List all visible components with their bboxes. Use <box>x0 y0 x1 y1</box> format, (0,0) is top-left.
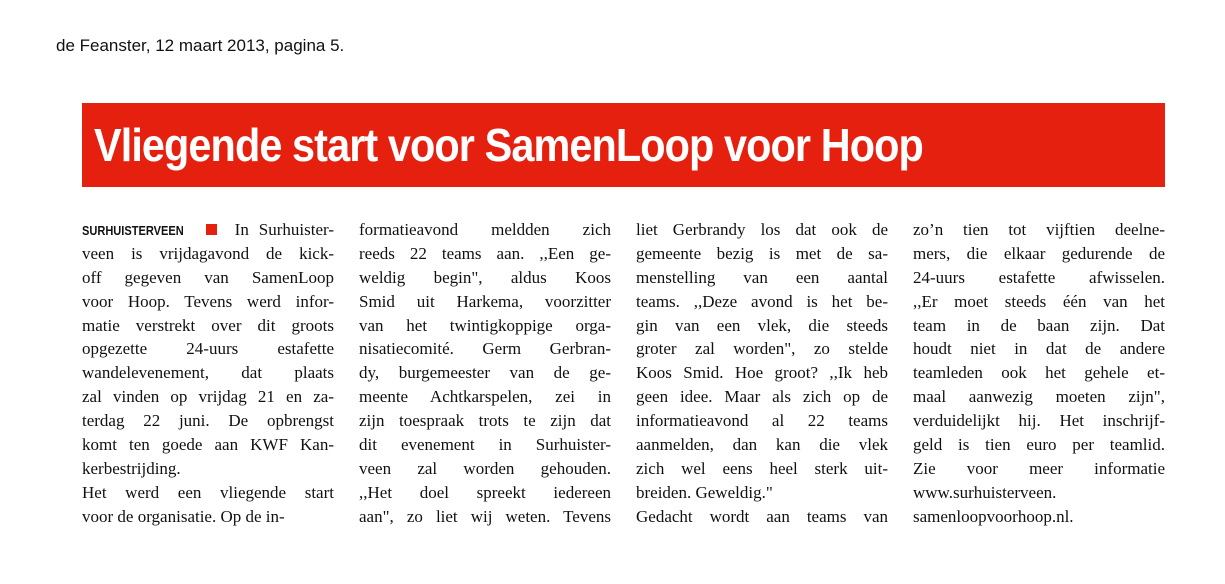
column-line: reeds 22 teams aan. ,,Een ge- <box>359 243 611 263</box>
article-column-1 <box>82 218 334 529</box>
column-line: wandelevenement, dat plaats <box>82 363 334 383</box>
column-first-line <box>82 218 334 242</box>
column-line: In Surhuister- <box>234 220 335 239</box>
column-line: weldig begin", aldus Koos <box>359 267 611 287</box>
column-line: team in de baan zijn. Dat <box>913 315 1165 335</box>
article-column-3 <box>636 218 888 529</box>
column-line: opgezette 24-uurs estafette <box>82 339 334 359</box>
column-line: voor de organisatie. Op de in- <box>82 506 285 526</box>
source-line: de Feanster, 12 maart 2013, pagina 5. <box>56 36 345 55</box>
column-line: nisatiecomité. Germ Gerbran- <box>359 339 611 359</box>
column-line: meente Achtkarspelen, zei in <box>359 387 611 407</box>
column-line: liet Gerbrandy los dat ook de <box>636 220 888 239</box>
column-line: zich wel eens heel sterk uit- <box>636 458 888 478</box>
column-line: komt ten goede aan KWF Kan- <box>82 435 334 455</box>
column-line: 24-uurs estafette afwisselen. <box>913 267 1165 287</box>
column-line: www.surhuisterveen. <box>913 482 1057 502</box>
column-line: groter zal worden", zo stelde <box>636 339 888 359</box>
headline: Vliegende start voor SamenLoop voor Hoop <box>94 119 923 171</box>
column-line: off gegeven van SamenLoop <box>82 267 334 287</box>
column-line: geen idee. Maar als zich op de <box>636 387 888 407</box>
dateline: SURHUISTERVEEN <box>82 223 184 238</box>
column-line: zijn toespraak trots te zijn dat <box>359 411 611 431</box>
column-line: zo’n tien tot vijftien deelne- <box>913 220 1165 239</box>
column-line: Gedacht wordt aan teams van <box>636 506 888 526</box>
column-line: ,,Het doel spreekt iedereen <box>359 482 611 502</box>
column-line: samenloopvoorhoop.nl. <box>913 506 1074 526</box>
column-line: teams. ,,Deze avond is het be- <box>636 291 888 311</box>
column-line: Zie voor meer informatie <box>913 458 1165 478</box>
column-line: houdt niet in dat de andere <box>913 339 1165 359</box>
column-line: dy, burgemeester van de ge- <box>359 363 611 383</box>
column-line: zal vinden op vrijdag 21 en za- <box>82 387 334 407</box>
column-line: maal aanwezig moeten zijn", <box>913 387 1165 407</box>
column-line: aan", zo liet wij weten. Tevens <box>359 506 611 526</box>
column-line: voor Hoop. Tevens werd infor- <box>82 291 334 311</box>
column-line: Het werd een vliegende start <box>82 482 334 502</box>
column-line: aanmelden, dan kan die vlek <box>636 435 888 455</box>
column-line: menstelling van een aantal <box>636 267 888 287</box>
column-line: Koos Smid. Hoe groot? ,,Ik heb <box>636 363 888 383</box>
column-line: gin van een vlek, die steeds <box>636 315 888 335</box>
column-line: dit evenement in Surhuister- <box>359 435 611 455</box>
column-line: verduidelijkt hij. Het inschrijf- <box>913 411 1165 431</box>
column-line: matie verstrekt over dit groots <box>82 315 334 335</box>
column-line: informatieavond al 22 teams <box>636 411 888 431</box>
column-line: van het twintigkoppige orga- <box>359 315 611 335</box>
column-line: mers, die elkaar gedurende de <box>913 243 1165 263</box>
column-line: terdag 22 juni. De opbrengst <box>82 411 334 431</box>
column-line: veen is vrijdagavond de kick- <box>82 243 334 263</box>
column-line: gemeente bezig is met de sa- <box>636 243 888 263</box>
column-line: kerbestrijding. <box>82 458 181 478</box>
column-line: ,,Er moet steeds één van het <box>913 291 1165 311</box>
column-line: teamleden ook het gehele et- <box>913 363 1165 383</box>
headline-banner <box>82 103 1165 187</box>
column-line: geld is tien euro per teamlid. <box>913 435 1165 455</box>
column-line: veen zal worden gehouden. <box>359 458 611 478</box>
article-column-4 <box>913 218 1165 529</box>
square-marker-icon <box>206 224 217 235</box>
column-line: formatieavond meldden zich <box>359 220 611 239</box>
column-line: breiden. Geweldig." <box>636 482 773 502</box>
column-line: Smid uit Harkema, voorzitter <box>359 291 611 311</box>
article-column-2 <box>359 218 611 529</box>
